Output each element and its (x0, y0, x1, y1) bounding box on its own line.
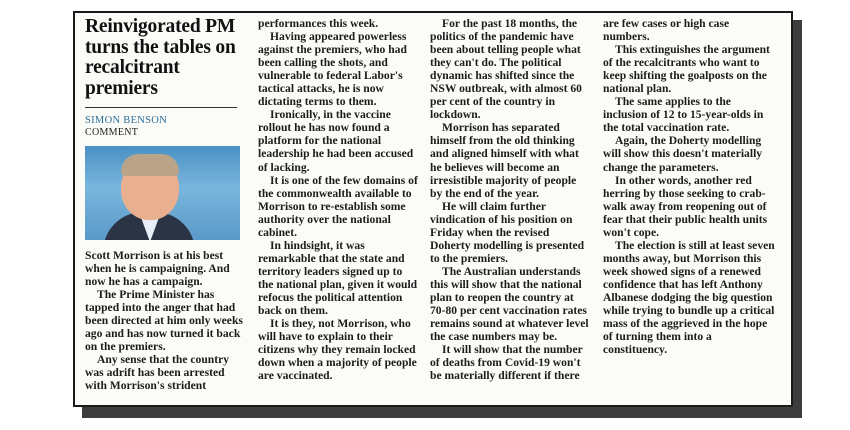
article-column-4 (603, 17, 775, 356)
article-paragraph: He will claim further vindication of his position on Friday when the revised Doherty modelling is presented to the premiers. (430, 199, 585, 265)
article-paragraph: performances this week. (258, 17, 379, 30)
article-paragraph: are few cases or high case numbers. (603, 17, 730, 44)
article-paragraph: In other words, another red herring by those seeking to crab-walk away from reopening out of fear that their public health units won't cope. (603, 173, 768, 239)
article-headline: Reinvigorated PM turns the tables on recalcitrant premiers (85, 16, 236, 99)
article-paragraph: It is one of the few domains of the commonwealth available to Morrison to re-establish some authority over the national cabinet. (258, 173, 418, 239)
article-paragraph: Any sense that the country was adrift has been arrested with Morrison's strident (85, 353, 230, 393)
newspaper-clipping (73, 11, 793, 407)
article-paragraph: Ironically, in the vaccine rollout he has now found a platform for the national leadership he had been accused of lacking. (258, 108, 414, 174)
article-column-2 (258, 17, 418, 382)
article-paragraph: In hindsight, it was remarkable that the state and territory leaders signed up to the national plan, given it would refocus the political attention back on them. (258, 238, 418, 318)
article-paragraph: It is they, not Morrison, who will have to explain to their citizens why they remain locked down when a majority of people are vaccinated. (258, 317, 417, 383)
article-paragraph: The same applies to the inclusion of 12 to 15-year-olds in the total vaccination rate. (603, 95, 764, 135)
author-photo (85, 146, 240, 240)
article-paragraph: Scott Morrison is at his best when he is campaigning. And now he has a campaign. (85, 249, 230, 289)
article-column-1 (85, 17, 245, 393)
article-paragraph: Having appeared powerless against the premiers, who had been calling the shots, and vulnerable to federal Labor's tactical attacks, he is now dictating terms to them. (258, 30, 407, 109)
author-byline: SIMON BENSON (85, 115, 168, 126)
section-label: COMMENT (85, 127, 139, 138)
article-paragraph: Morrison has separated himself from the old thinking and aligned himself with what he believes will become an irresistible majority of people by the end of the year. (430, 121, 579, 200)
photo-hair (121, 154, 179, 176)
headline-divider (85, 107, 237, 108)
article-paragraph: It will show that the number of deaths from Covid-19 won't be materially different if there (430, 343, 583, 383)
article-paragraph: The Prime Minister has tapped into the anger that had been directed at him only weeks ago and has now turned it back on the premiers. (85, 288, 243, 354)
article-paragraph: The Australian understands this will show that the national plan to reopen the country at 70-80 per cent vaccination rates remains sound at whatever level the case numbers may be. (430, 264, 589, 344)
article-column-3 (430, 17, 590, 382)
article-paragraph: This extinguishes the argument of the recalcitrants who want to keep shifting the goalposts on the national plan. (603, 43, 770, 96)
article-paragraph: The election is still at least seven months away, but Morrison this week showed signs of a renewed confidence that has left Anthony Albanese dodging the big question while trying to bundle up a critical mass of the aggrieved in the hope of turning them into a constituency. (603, 238, 775, 357)
article-paragraph: For the past 18 months, the politics of the pandemic have been about telling people what they can't do. The political dynamic has shifted since the NSW outbreak, with almost 60 per cent of the country in lockdown. (430, 17, 582, 122)
article-paragraph: Again, the Doherty modelling will show this doesn't materially change the parameters. (603, 134, 763, 174)
